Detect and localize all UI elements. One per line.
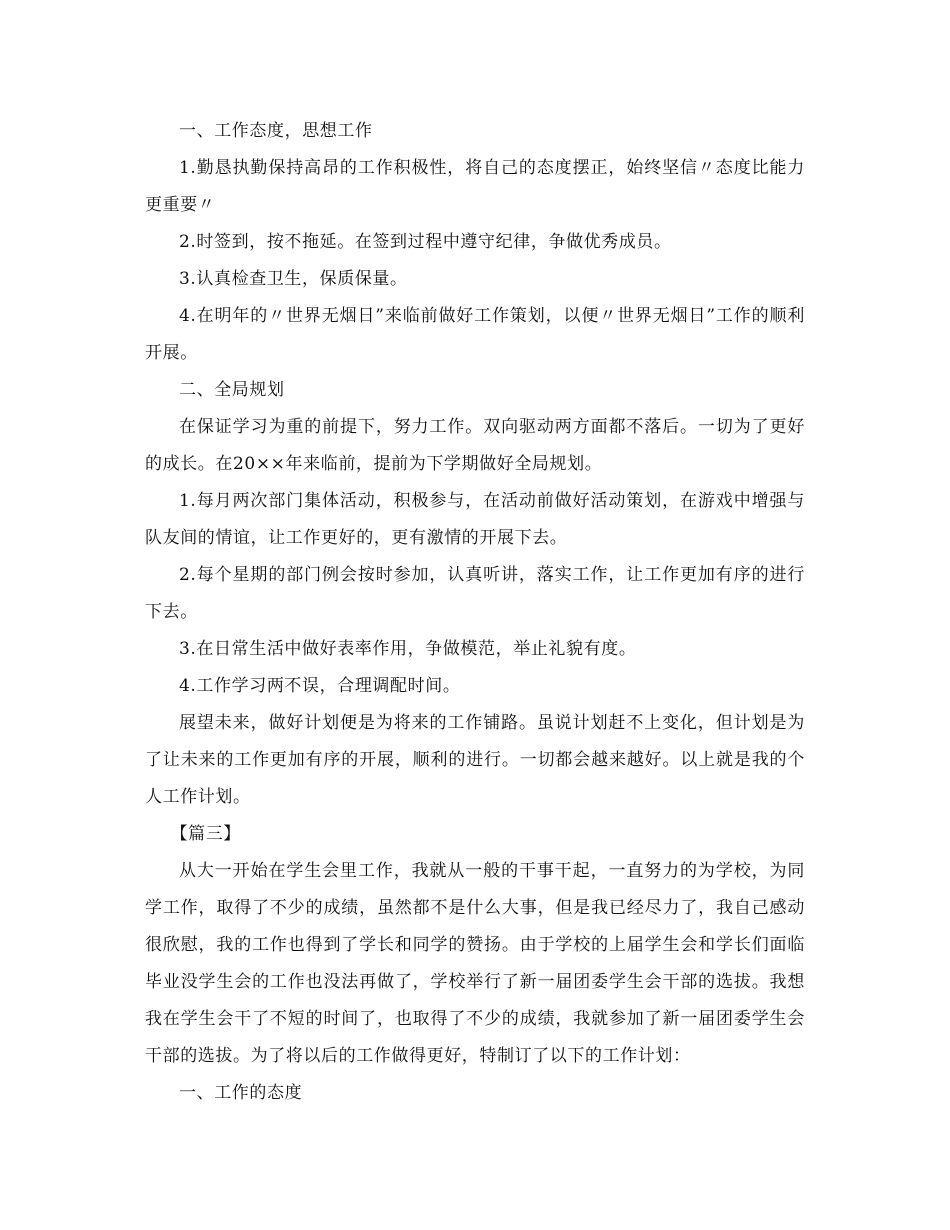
paragraph-item-1: 1.勤恳执勤保持高昂的工作积极性，将自己的态度摆正，始终坚信〃态度比能力更重要〃 xyxy=(145,158,805,215)
paragraph-planning-intro: 在保证学习为重的前提下，努力工作。双向驱动两方面都不落后。一切为了更好的成长。在20××年来临前，提前为下学期做好全局规划。 xyxy=(145,417,805,474)
paragraph-planning-2: 2.每个星期的部门例会按时参加，认真听讲，落实工作，让工作更加有序的进行下去。 xyxy=(145,565,805,622)
paragraph-item-2: 2.时签到，按不拖延。在签到过程中遵守纪律，争做优秀成员。 xyxy=(179,232,672,252)
paragraph-part-three-intro: 从大一开始在学生会里工作，我就从一般的干事干起，一直努力的为学校，为同学工作，取得了不少的成绩，虽然都不是什么大事，但是我已经尽力了，我自己感动很欣慰，我的工作也得到了学长和同学的赞扬。由于学校的上届学生会和学长们面临毕业没学生会的工作也没法再做了，学校举行了新一届团委学生会干部的选拔。我想我在学生会干了不短的时间了，也取得了不少的成绩，我就参加了新一届团委学生会干部的选拔。为了将以后的工作做得更好，特制订了以下的工作计划： xyxy=(145,861,805,1066)
section-heading-attitude: 一、工作态度，思想工作 xyxy=(179,121,373,141)
paragraph-outlook: 展望未来，做好计划便是为将来的工作铺路。虽说计划赶不上变化，但计划是为了让未来的工作更加有序的开展，顺利的进行。一切都会越来越好。以上就是我的个人工作计划。 xyxy=(145,713,805,807)
paragraph-planning-1: 1.每月两次部门集体活动，积极参与，在活动前做好活动策划，在游戏中增强与队友间的情谊，让工作更好的，更有激情的开展下去。 xyxy=(145,491,805,548)
section-tag-part-three: 【篇三】 xyxy=(170,824,241,844)
section-heading-planning: 二、全局规划 xyxy=(179,380,285,400)
paragraph-item-3: 3.认真检查卫生，保质保量。 xyxy=(179,269,408,289)
paragraph-item-4: 4.在明年的〃世界无烟日”来临前做好工作策划，以便〃世界无烟日”工作的顺利开展。 xyxy=(145,306,805,363)
section-heading-work-attitude: 一、工作的态度 xyxy=(179,1083,303,1103)
document-body xyxy=(145,113,805,1112)
paragraph-planning-3: 3.在日常生活中做好表率作用，争做模范，举止礼貌有度。 xyxy=(179,639,637,659)
paragraph-planning-4: 4.工作学习两不误，合理调配时间。 xyxy=(179,676,461,696)
